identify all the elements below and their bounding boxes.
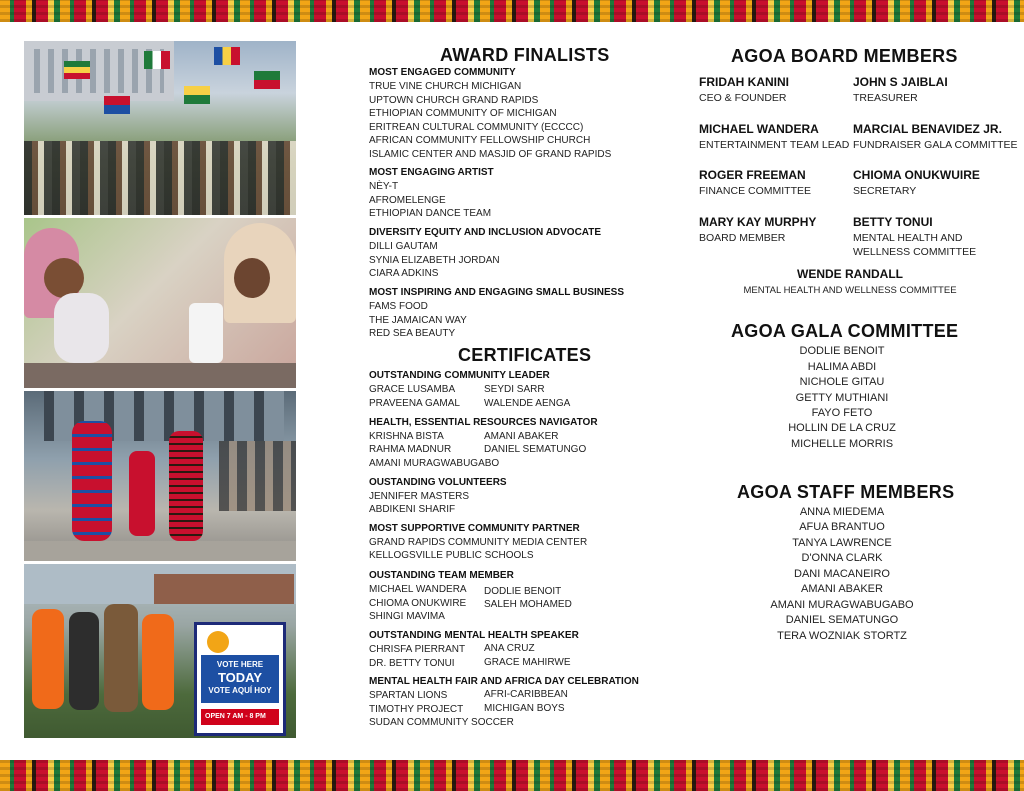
gala-committee-title: AGOA GALA COMMITTEE — [731, 321, 959, 341]
list-item: KELLOGSVILLE PUBLIC SCHOOLS — [369, 550, 534, 561]
member-name: WENDE RANDALL — [797, 267, 903, 281]
list-item: GRACE MAHIRWE — [484, 657, 571, 668]
list-item: SALEH MOHAMED — [484, 599, 572, 610]
list-item: DODLIE BENOIT — [484, 586, 562, 597]
list-item: DODLIE BENOIT — [799, 345, 885, 357]
member-role: FINANCE COMMITTEE — [699, 185, 811, 197]
sign-line-1: VOTE HERE — [216, 660, 264, 669]
list-item: THE JAMAICAN WAY — [369, 315, 467, 326]
member-name: FRIDAH KANINI — [699, 75, 789, 89]
city-logo-icon — [207, 631, 229, 653]
member-name: MARCIAL BENAVIDEZ JR. — [853, 122, 1002, 136]
staff-members-title: AGOA STAFF MEMBERS — [737, 482, 955, 502]
list-item: SPARTAN LIONS — [369, 690, 448, 701]
photo-collage — [24, 41, 296, 738]
category-title: MENTAL HEALTH FAIR AND AFRICA DAY CELEBRATION — [369, 676, 639, 687]
list-item: DILLI GAUTAM — [369, 241, 438, 252]
member-name: MARY KAY MURPHY — [699, 215, 817, 229]
photo-maasai-dancers — [24, 391, 296, 561]
list-item: FAMS FOOD — [369, 301, 428, 312]
member-name: MICHAEL WANDERA — [699, 122, 819, 136]
list-item: D'ONNA CLARK — [801, 552, 883, 564]
kente-top-border — [0, 0, 1024, 22]
list-item: NÈY-T — [369, 181, 399, 192]
member-role: SECRETARY — [853, 185, 917, 197]
list-item: FAYO FETO — [811, 407, 873, 419]
list-item: AFROMELENGE — [369, 195, 446, 206]
list-item: MICHELLE MORRIS — [790, 438, 894, 450]
list-item: TANYA LAWRENCE — [792, 537, 892, 549]
photo-flag-parade — [24, 41, 296, 215]
kente-bottom-border — [0, 760, 1024, 791]
list-item: SYNIA ELIZABETH JORDAN — [369, 255, 500, 266]
list-item: ANA CRUZ — [484, 643, 535, 654]
category-title: DIVERSITY EQUITY AND INCLUSION ADVOCATE — [369, 227, 602, 238]
member-role: BOARD MEMBER — [699, 232, 786, 244]
list-item: ERITREAN CULTURAL COMMUNITY (ECCCC) — [369, 122, 584, 133]
member-role: TREASURER — [853, 92, 918, 104]
list-item: DANIEL SEMATUNGO — [785, 614, 899, 626]
list-item: GRACE LUSAMBA — [369, 384, 456, 395]
list-item: JENNIFER MASTERS — [369, 491, 470, 502]
member-name: JOHN S JAIBLAI — [853, 75, 948, 89]
list-item: AMANI ABAKER — [801, 583, 883, 595]
category-title: OUSTANDING TEAM MEMBER — [369, 570, 514, 581]
sign-line-2: TODAY — [217, 670, 263, 685]
list-item: TERA WOZNIAK STORTZ — [777, 630, 907, 642]
photo-mothers-babies — [24, 218, 296, 388]
sign-line-3: VOTE AQUÍ HOY — [208, 686, 272, 695]
list-item: UPTOWN CHURCH GRAND RAPIDS — [369, 95, 539, 106]
list-item: GRAND RAPIDS COMMUNITY MEDIA CENTER — [369, 537, 588, 548]
list-item: AMANI MURAGWABUGABO — [770, 599, 914, 611]
list-item: AFUA BRANTUO — [799, 521, 885, 533]
list-item: AMANI MURAGWABUGABO — [369, 458, 500, 469]
list-item: HALIMA ABDI — [807, 361, 877, 373]
board-members-title: AGOA BOARD MEMBERS — [731, 46, 958, 66]
member-name: BETTY TONUI — [853, 215, 933, 229]
list-item: ETHIOPIAN COMMUNITY OF MICHIGAN — [369, 108, 557, 119]
sign-hours: OPEN 7 AM - 8 PM — [201, 709, 279, 725]
category-title: OUSTANDING VOLUNTEERS — [369, 477, 507, 488]
list-item: MICHIGAN BOYS — [484, 703, 565, 714]
list-item: SEYDI SARR — [484, 384, 545, 395]
member-role: ENTERTAINMENT TEAM LEAD — [699, 139, 850, 151]
list-item: CHIOMA ONUKWIRE — [369, 598, 467, 609]
category-title: HEALTH, ESSENTIAL RESOURCES NAVIGATOR — [369, 417, 598, 428]
category-title: OUTSTANDING COMMUNITY LEADER — [369, 370, 550, 381]
photo-vote-sign-group — [24, 564, 296, 738]
certificates-title: CERTIFICATES — [458, 345, 592, 365]
list-item: PRAVEENA GAMAL — [369, 398, 460, 409]
list-item: ISLAMIC CENTER AND MASJID OF GRAND RAPIDS — [369, 149, 612, 160]
category-title: MOST SUPPORTIVE COMMUNITY PARTNER — [369, 523, 580, 534]
list-item: AMANI ABAKER — [484, 431, 559, 442]
list-item: CIARA ADKINS — [369, 268, 439, 279]
list-item: CHRISFA PIERRANT — [369, 644, 466, 655]
member-role: FUNDRAISER GALA COMMITTEE — [853, 139, 1018, 151]
list-item: TRUE VINE CHURCH MICHIGAN — [369, 81, 522, 92]
list-item: DANI MACANEIRO — [794, 568, 890, 580]
list-item: DR. BETTY TONUI — [369, 658, 455, 669]
list-item: NICHOLE GITAU — [799, 376, 885, 388]
list-item: HOLLIN DE LA CRUZ — [788, 422, 896, 434]
list-item: ANNA MIEDEMA — [799, 506, 885, 518]
list-item: ABDIKENI SHARIF — [369, 504, 456, 515]
list-item: AFRI-CARIBBEAN — [484, 689, 568, 700]
list-item: DANIEL SEMATUNGO — [484, 444, 587, 455]
member-role: MENTAL HEALTH AND WELLNESS COMMITTEE — [853, 232, 977, 258]
vote-here-sign — [194, 622, 286, 736]
member-name: ROGER FREEMAN — [699, 168, 806, 182]
list-item: RAHMA MADNUR — [369, 444, 452, 455]
list-item: TIMOTHY PROJECT — [369, 704, 464, 715]
member-role: MENTAL HEALTH AND WELLNESS COMMITTEE — [743, 285, 957, 296]
list-item: MICHAEL WANDERA — [369, 584, 467, 595]
category-title: MOST INSPIRING AND ENGAGING SMALL BUSINESS — [369, 287, 625, 298]
list-item: WALENDE AENGA — [484, 398, 571, 409]
member-role: CEO & FOUNDER — [699, 92, 787, 104]
list-item: KRISHNA BISTA — [369, 431, 444, 442]
category-title: OUTSTANDING MENTAL HEALTH SPEAKER — [369, 630, 579, 641]
category-title: MOST ENGAGING ARTIST — [369, 167, 494, 178]
list-item: SUDAN COMMUNITY SOCCER — [369, 717, 514, 728]
list-item: AFRICAN COMMUNITY FELLOWSHIP CHURCH — [369, 135, 591, 146]
list-item: GETTY MUTHIANI — [795, 392, 889, 404]
award-finalists-title: AWARD FINALISTS — [440, 45, 610, 65]
list-item: SHINGI MAVIMA — [369, 611, 445, 622]
list-item: ETHIOPIAN DANCE TEAM — [369, 208, 492, 219]
list-item: RED SEA BEAUTY — [369, 328, 456, 339]
member-name: CHIOMA ONUKWUIRE — [853, 168, 980, 182]
category-title: MOST ENGAGED COMMUNITY — [369, 67, 516, 78]
